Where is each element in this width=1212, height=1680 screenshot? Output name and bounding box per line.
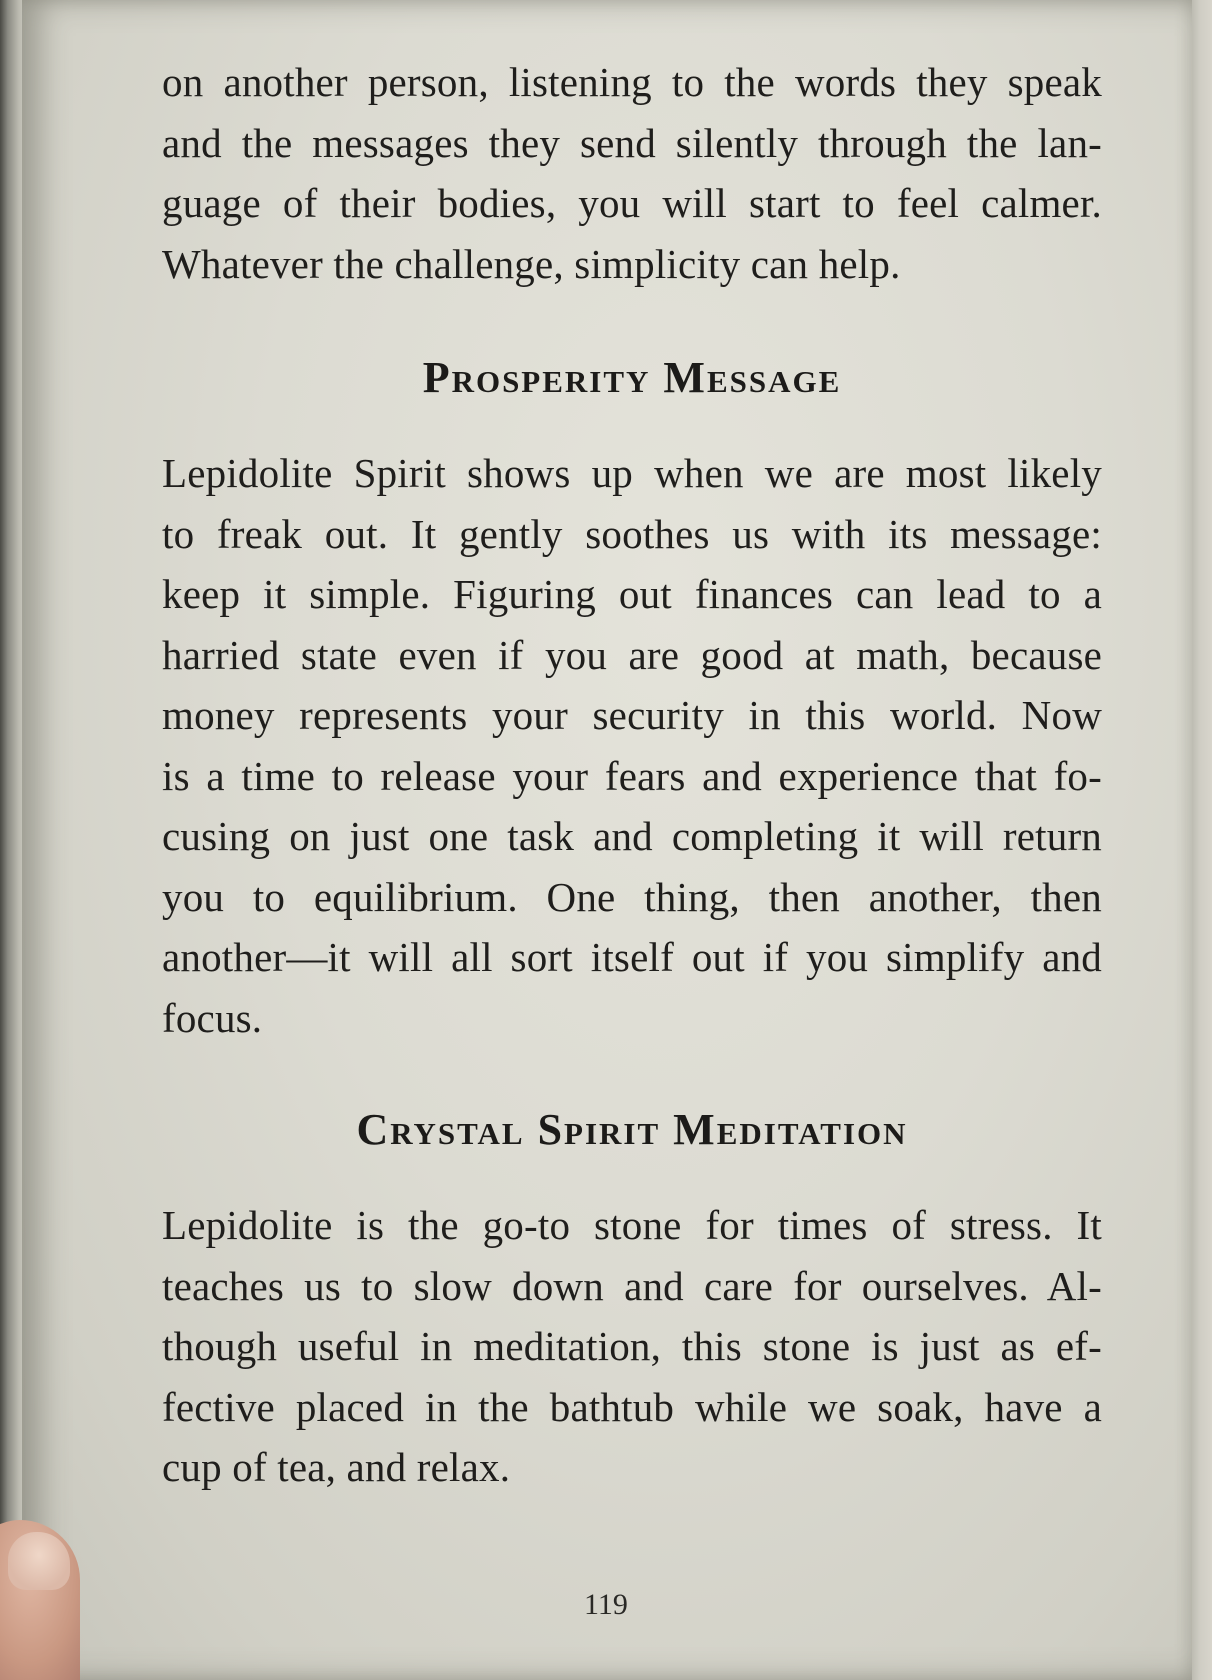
text-line: Whatever the challenge, simplicity can help. <box>162 240 901 287</box>
meditation-heading: Crystal Spirit Meditation <box>356 1105 908 1154</box>
page-stack-edge <box>1192 0 1212 1680</box>
text-line: on another person, listening to the words they speak <box>162 59 1102 105</box>
text-line: harried state even if you are good at math, because <box>162 631 1102 678</box>
text-line: though useful in meditation, this stone is just as ef- <box>162 1323 1102 1369</box>
meditation-paragraph <box>162 1195 1102 1498</box>
thumbnail-nail <box>8 1532 70 1590</box>
text-line: Lepidolite is the go-to stone for times of stress. It <box>162 1202 1102 1248</box>
text-line: to freak out. It gently soothes us with its message: <box>162 510 1102 557</box>
text-line: guage of their bodies, you will start to feel calmer. <box>162 180 1102 226</box>
prosperity-heading: Prosperity Message <box>422 353 842 402</box>
text-line: Lepidolite Spirit shows up when we are most likely <box>162 450 1102 496</box>
page-text <box>162 52 1102 1498</box>
prosperity-paragraph <box>162 443 1102 1048</box>
text-line: teaches us to slow down and care for ourselves. Al- <box>162 1262 1102 1309</box>
text-line: and the messages they send silently through the lan- <box>162 119 1102 166</box>
text-line: another—it will all sort itself out if you simplify and <box>162 934 1102 980</box>
text-line: you to equilibrium. One thing, then another, then <box>162 873 1102 920</box>
text-line: focus. <box>162 994 263 1041</box>
text-line: cusing on just one task and completing it will return <box>162 813 1102 859</box>
intro-paragraph <box>162 52 1102 294</box>
text-line: fective placed in the bathtub while we soak, have a <box>162 1383 1102 1430</box>
page-number: 119 <box>584 1588 628 1621</box>
text-line: cup of tea, and relax. <box>162 1444 511 1490</box>
text-line: keep it simple. Figuring out finances can lead to a <box>162 571 1102 617</box>
text-line: is a time to release your fears and experience that fo- <box>162 752 1102 799</box>
text-line: money represents your security in this world. Now <box>162 692 1102 738</box>
